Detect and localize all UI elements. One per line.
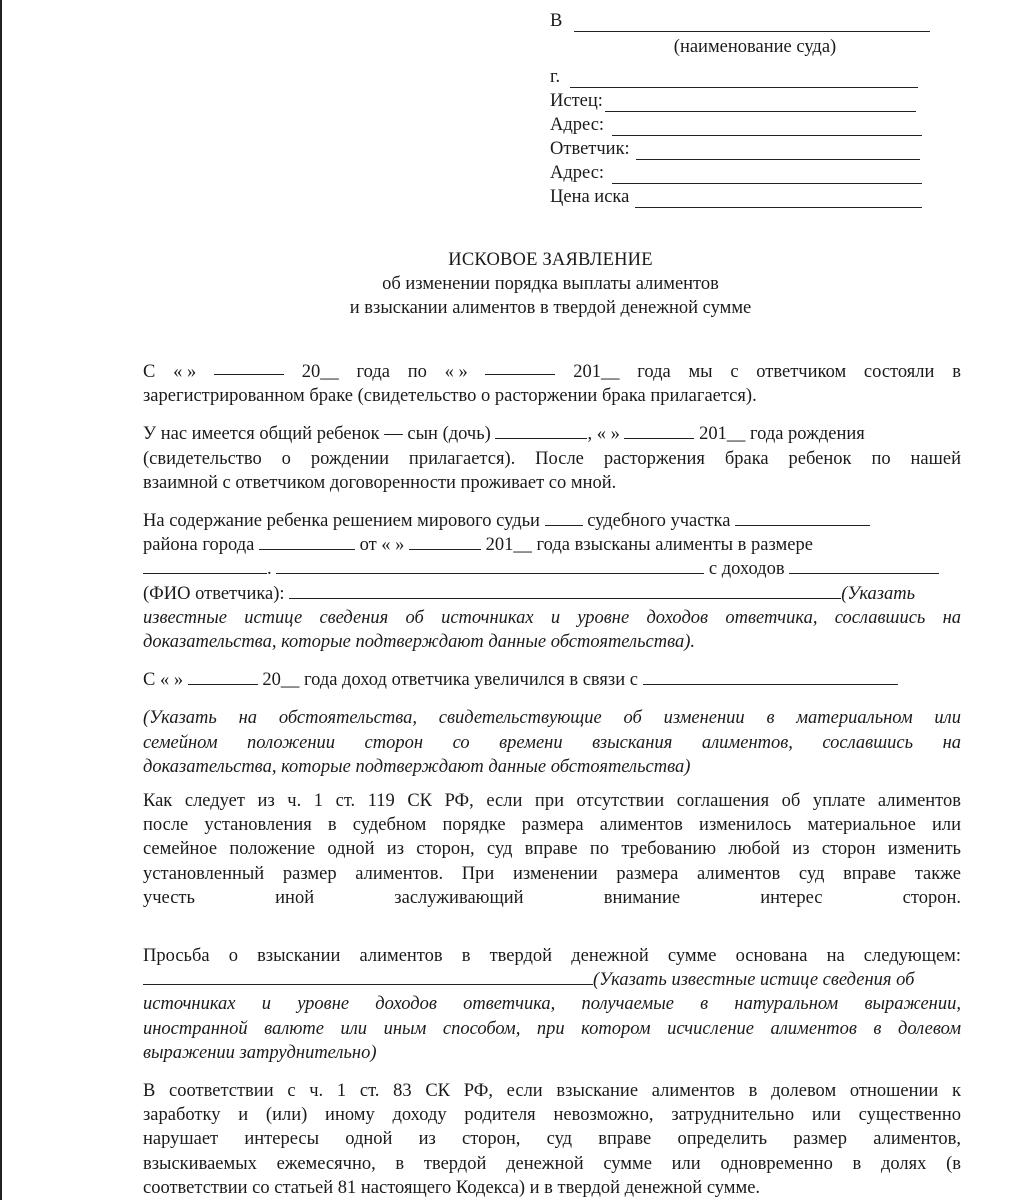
text: учесть <box>143 887 195 908</box>
text: судебного участка <box>587 511 731 532</box>
p5-line-3 <box>143 755 961 779</box>
blank-line <box>289 584 841 599</box>
address2-row <box>550 160 930 184</box>
text: « <box>173 362 183 382</box>
p3-line-2 <box>143 533 961 557</box>
p7-line-4 <box>143 1017 961 1041</box>
blank-line <box>545 511 583 526</box>
p1-line-1 <box>143 360 961 384</box>
spacer <box>143 692 961 706</box>
text: в <box>952 362 961 382</box>
text: С « » <box>143 670 184 691</box>
title-sub-2: и взыскании алиментов в твердой денежной сумме <box>349 298 752 318</box>
p8-line-1: В соответствии с ч. 1 ст. 83 СК РФ, если взыскание алиментов в долевом отношении к <box>143 1081 961 1102</box>
text: иной <box>275 887 315 908</box>
blank-line <box>143 970 593 985</box>
text: доказательства, которые подтверждают данные обстоятельства). <box>143 632 696 653</box>
text: доказательства, которые подтверждают данные обстоятельства) <box>143 756 691 777</box>
p3-line-4 <box>143 582 961 606</box>
blank-line <box>259 535 355 550</box>
p6-line-2: после установления в судебном порядке размера алиментов изменилось материальное или <box>143 815 961 836</box>
blank-line <box>276 559 704 574</box>
p7-line-5 <box>143 1041 961 1065</box>
defendant-row <box>550 136 930 160</box>
text: выражении затруднительно) <box>143 1042 377 1063</box>
text: года <box>637 362 671 382</box>
p2-line-3: взаимной с ответчиком договоренности проживает со мной. <box>143 472 617 493</box>
city-line <box>570 71 918 88</box>
blank-line <box>624 424 694 439</box>
text: с доходов <box>708 559 785 580</box>
address2-line <box>612 167 922 184</box>
text: известные истице сведения об источниках и уровне доходов ответчика, сославшись на <box>143 607 961 628</box>
p7-line-3 <box>143 992 961 1016</box>
p5-line-1 <box>143 706 961 730</box>
text: района города <box>143 535 255 556</box>
p8-line-3: нарушает интересы одной из сторон, суд вправе определить размер алиментов, <box>143 1129 961 1150</box>
spacer <box>143 779 961 789</box>
page-border <box>0 0 2 1200</box>
p1-line-2: зарегистрированном браке (свидетельство о расторжении брака прилагается). <box>143 386 757 407</box>
text: семейном положении сторон со времени взыскания алиментов, сославшись на <box>143 732 961 753</box>
text: от « » <box>359 535 405 556</box>
text: иностранной валюте или иным способом, при котором исчисление алиментов в долевом <box>143 1018 961 1039</box>
blank-line <box>409 535 481 550</box>
p8-line-5: соответствии со статьей 81 настоящего Кодекса) и в твердой денежной сумме. <box>143 1177 761 1198</box>
court-label: В <box>550 11 563 31</box>
p7-line-2 <box>143 968 961 992</box>
text: года <box>356 362 390 382</box>
p8-line-4: взыскиваемых ежемесячно, в твердой денежной сумме или одновременно в долях (в <box>143 1153 961 1174</box>
defendant-label: Ответчик: <box>550 139 630 159</box>
address2-label: Адрес: <box>550 163 605 183</box>
p5-line-2 <box>143 731 961 755</box>
paragraph-article-119 <box>143 789 961 910</box>
p3-line-1 <box>143 509 961 533</box>
text: 201__ <box>573 362 620 382</box>
document-body <box>143 360 961 1200</box>
blank-line <box>735 511 870 526</box>
text: сторон. <box>902 887 961 908</box>
plaintiff-label: Истец: <box>550 91 603 111</box>
paragraph-child <box>143 422 961 495</box>
title-sub-1: об изменении порядка выплаты алиментов <box>382 274 719 294</box>
text: » <box>186 362 197 382</box>
address1-row <box>550 112 930 136</box>
paragraph-marriage <box>143 360 961 408</box>
defendant-line <box>636 143 920 160</box>
p3-line-3 <box>143 557 961 581</box>
text: (ФИО ответчика): <box>143 583 285 604</box>
text: У нас имеется общий ребенок — сын (дочь) <box>143 424 491 445</box>
paragraph-article-83 <box>143 1079 961 1200</box>
text: (Указать известные истице сведения об <box>593 970 915 991</box>
plaintiff-line <box>605 95 916 112</box>
text: 201__ года рождения <box>699 424 865 445</box>
text: мы <box>688 362 713 382</box>
price-row <box>550 184 930 208</box>
text: , « » <box>587 424 620 445</box>
p6-line-1: Как следует из ч. 1 ст. 119 СК РФ, если при отсутствии соглашения об уплате алиментов <box>143 791 961 812</box>
p7-line-1: Просьба о взыскании алиментов в твердой денежной сумме основана на следующем: <box>143 946 961 967</box>
blank-line <box>143 559 267 574</box>
p2-line-2 <box>143 447 961 471</box>
text: С <box>143 362 156 382</box>
addressee-block <box>550 8 930 208</box>
p8-line-2: заработку и (или) иному доходу родителя невозможно, затруднительно или существенно <box>143 1105 961 1126</box>
text: 20__ года доход ответчика увеличился в связи с <box>262 670 638 691</box>
city-label: г. <box>550 67 561 87</box>
plaintiff-row <box>550 88 930 112</box>
blank-line <box>188 670 258 685</box>
text: интерес <box>760 887 823 908</box>
address1-line <box>612 119 922 136</box>
blank-line <box>643 670 898 685</box>
p3-line-6 <box>143 630 961 654</box>
paragraph-fixed-sum-request <box>143 944 961 1065</box>
blank-line <box>495 424 587 439</box>
text: . <box>267 559 272 580</box>
blank-line <box>214 360 284 375</box>
paragraph-alimony-decision <box>143 509 961 654</box>
text: заслуживающий <box>394 887 524 908</box>
address1-label: Адрес: <box>550 115 605 135</box>
blank-line <box>789 559 939 574</box>
text: (свидетельство о рождении прилагается). После расторжения брака ребенок по нашей <box>143 448 961 469</box>
blank-line <box>485 360 555 375</box>
spacer <box>143 495 961 509</box>
document-title <box>0 248 1011 320</box>
p6-line-5 <box>143 886 961 910</box>
spacer <box>143 654 961 668</box>
court-caption: (наименование суда) <box>673 37 837 57</box>
text: по <box>407 362 427 382</box>
text: внимание <box>603 887 681 908</box>
text <box>173 360 196 384</box>
text: с <box>730 362 739 382</box>
spacer <box>143 910 961 944</box>
text: » <box>458 362 468 382</box>
paragraph-income-increase <box>143 668 961 692</box>
spacer <box>143 1065 961 1079</box>
p2-line-1 <box>143 422 961 446</box>
court-row <box>550 8 930 32</box>
price-label: Цена иска <box>550 187 630 207</box>
text: 201__ года взысканы алименты в размере <box>485 535 813 556</box>
text: (Указать на обстоятельства, свидетельствующие об изменении в материальном или <box>143 708 961 729</box>
p6-line-3: семейное положение одной из сторон, суд вправе по требованию любой из сторон изменить <box>143 839 961 860</box>
text: На содержание ребенка решением мирового судьи <box>143 511 540 532</box>
price-line <box>635 191 922 208</box>
p3-line-5 <box>143 606 961 630</box>
text <box>445 360 468 384</box>
title-main: ИСКОВОЕ ЗАЯВЛЕНИЕ <box>448 250 653 270</box>
text: (Указать <box>841 583 916 604</box>
court-line <box>574 15 930 32</box>
p6-line-4: установленный размер алиментов. При изменении размера алиментов суд вправе также <box>143 863 961 884</box>
text: состояли <box>863 362 935 382</box>
paragraph-circumstances-note <box>143 706 961 779</box>
city-row <box>550 64 930 88</box>
text: ответчиком <box>756 362 847 382</box>
text: « <box>444 362 454 382</box>
text: источниках и уровне доходов ответчика, получаемые в натуральном выражении, <box>143 994 961 1015</box>
text: 20__ <box>301 362 339 382</box>
spacer <box>143 408 961 422</box>
